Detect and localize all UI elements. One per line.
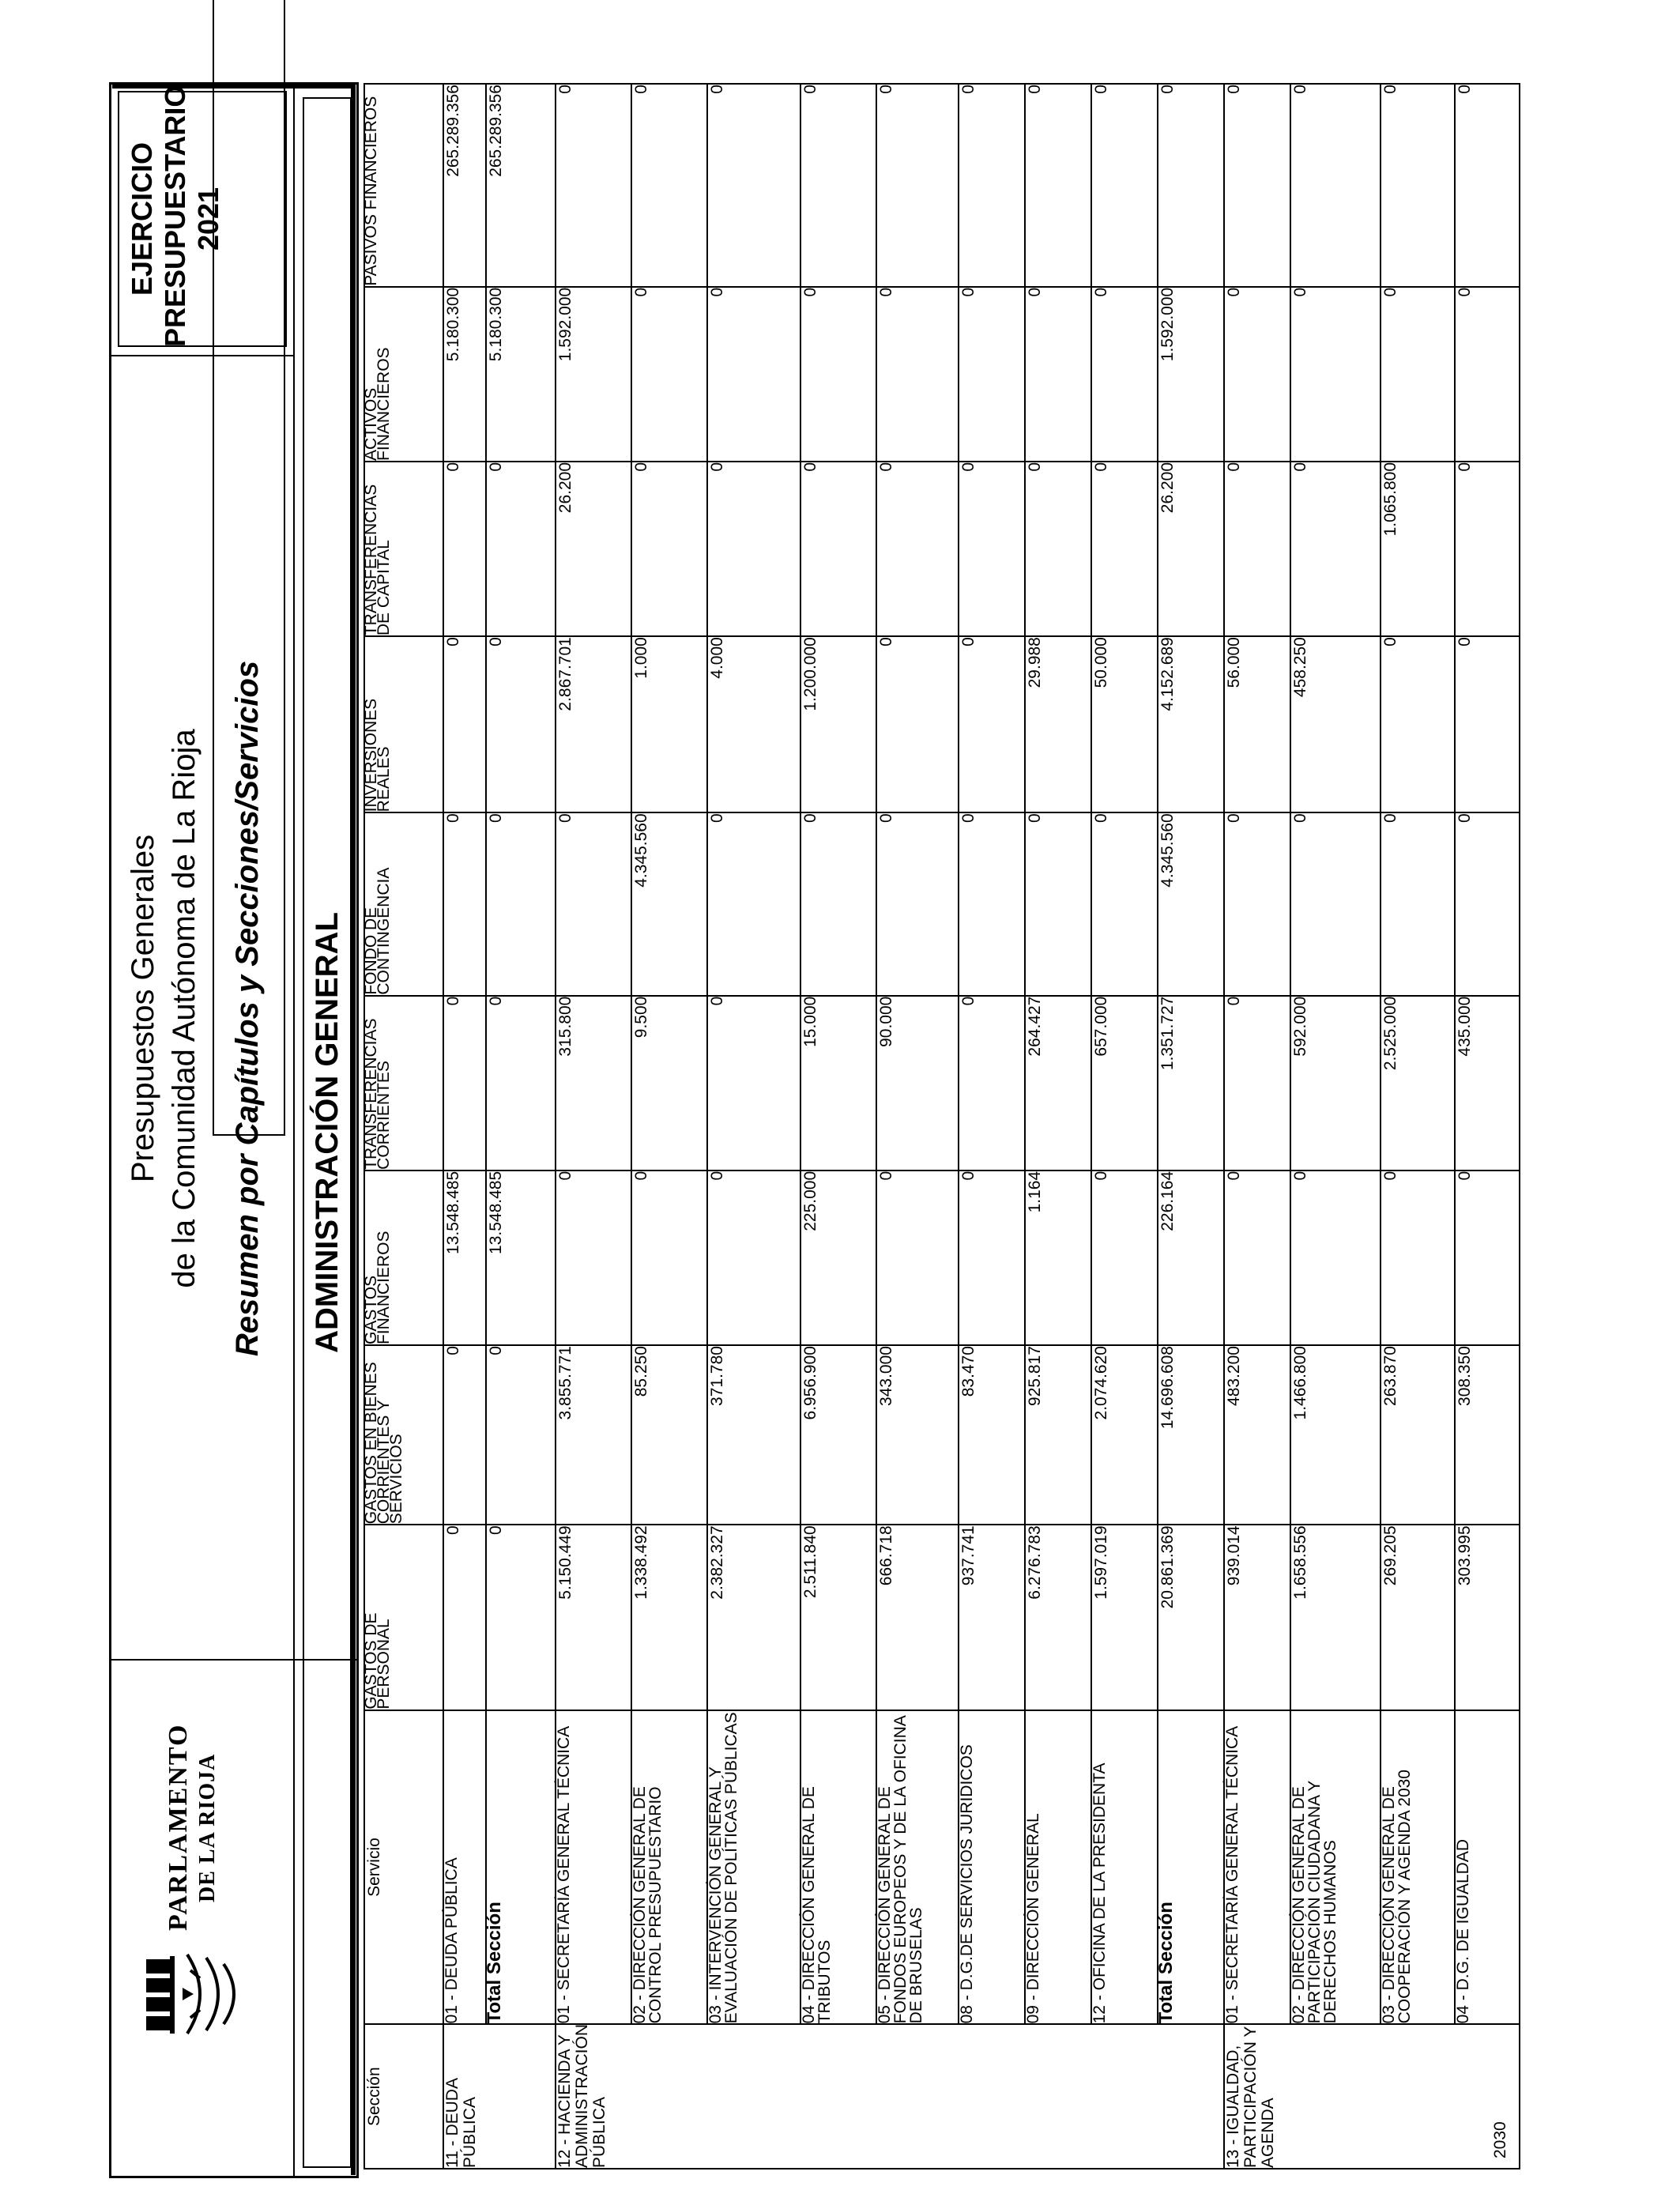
exercise-label-2: PRESUPUESTARIO (159, 85, 191, 347)
amount-cell: 0 (1381, 812, 1455, 995)
amount-cell: 6.956.900 (800, 1345, 876, 1525)
header-gastos-personal: GASTOS DE PERSONAL (364, 1525, 443, 1710)
amount-cell: 592.000 (1290, 996, 1381, 1171)
amount-cell: 939.014 (1224, 1525, 1290, 1710)
amount-cell: 0 (800, 287, 876, 462)
amount-cell: 0 (631, 1171, 707, 1345)
amount-cell: 0 (1025, 84, 1091, 287)
table-row (959, 84, 1025, 2169)
amount-cell: 263.870 (1381, 1345, 1455, 1525)
section-name: 11 - DEUDA PÚBLICA (443, 2079, 479, 2168)
amount-cell: 0 (707, 996, 800, 1171)
amount-cell: 26.200 (1158, 462, 1224, 636)
amount-cell: 0 (631, 84, 707, 287)
servicio-name: 05 - DIRECCIÓN GENERAL DE FONDOS EUROPEOS Y DE LA OFICINA DE BRUSELAS (876, 1710, 959, 2025)
table-header-row (364, 84, 443, 2169)
amount-cell: 3.855.771 (556, 1345, 631, 1525)
table-total-row (1158, 84, 1224, 2169)
page-header (109, 82, 359, 2178)
servicio-name: 04 - D.G. DE IGUALDAD (1455, 1710, 1520, 2025)
header-gastos-bienes: GASTOS EN BIENES CORRIENTES Y SERVICIOS (364, 1345, 443, 1525)
amount-cell: 0 (556, 84, 631, 287)
logo-line-1: PARLAMENTO (164, 1723, 193, 1931)
amount-cell: 85.250 (631, 1345, 707, 1525)
amount-cell: 0 (1290, 812, 1381, 995)
amount-cell: 371.780 (707, 1345, 800, 1525)
amount-cell: 0 (707, 287, 800, 462)
amount-cell: 0 (1224, 996, 1290, 1171)
exercise-year: 2021 (192, 187, 224, 251)
section-heading: ADMINISTRACIÓN GENERAL (303, 97, 352, 2168)
servicio-name: 09 - DIRECCIÓN GENERAL (1025, 1710, 1091, 2025)
amount-cell: 0 (1091, 812, 1158, 995)
amount-cell: 1.597.019 (1091, 1525, 1158, 1710)
amount-cell: 0 (443, 812, 486, 995)
amount-cell: 0 (486, 636, 556, 812)
header-pasivos-financieros: PASIVOS FINANCIEROS (364, 84, 443, 287)
amount-cell: 0 (876, 812, 959, 995)
section-name-continuation: 2030 (1491, 2121, 1509, 2158)
amount-cell: 315.800 (556, 996, 631, 1171)
amount-cell: 0 (1224, 462, 1290, 636)
amount-cell: 265.289.356 (486, 84, 556, 287)
amount-cell: 1.658.556 (1290, 1525, 1381, 1710)
amount-cell: 4.345.560 (631, 812, 707, 995)
amount-cell: 0 (1091, 287, 1158, 462)
amount-cell: 265.289.356 (443, 84, 486, 287)
amount-cell: 0 (556, 1171, 631, 1345)
amount-cell: 0 (443, 996, 486, 1171)
amount-cell: 29.988 (1025, 636, 1091, 812)
amount-cell: 13.548.485 (486, 1171, 556, 1345)
amount-cell: 0 (800, 462, 876, 636)
amount-cell: 13.548.485 (443, 1171, 486, 1345)
servicio-name: 04 - DIRECCIÓN GENERAL DE TRIBUTOS (800, 1710, 876, 2025)
amount-cell: 0 (1455, 462, 1520, 636)
title-block (111, 356, 293, 1661)
amount-cell: 20.861.369 (1158, 1525, 1224, 1710)
amount-cell: 90.000 (876, 996, 959, 1171)
amount-cell: 343.000 (876, 1345, 959, 1525)
document-title-line-1: Presupuestos Generales (126, 834, 160, 1183)
amount-cell: 0 (486, 1345, 556, 1525)
table-row (800, 84, 876, 2169)
amount-cell: 0 (800, 84, 876, 287)
amount-cell: 0 (876, 462, 959, 636)
servicio-name: 03 - DIRECCIÓN GENERAL DE COOPERACIÓN Y AGENDA 2030 (1381, 1710, 1455, 2025)
table-row (1290, 84, 1381, 2169)
servicio-name: 12 - OFICINA DE LA PRESIDENTA (1091, 1710, 1158, 2025)
amount-cell: 2.382.327 (707, 1525, 800, 1710)
header-gastos-financieros: GASTOS FINANCIEROS (364, 1171, 443, 1345)
section-name: 13 - IGUALDAD, PARTICIPACIÓN Y AGENDA (1224, 2026, 1277, 2168)
amount-cell: 0 (1224, 1171, 1290, 1345)
amount-cell: 1.000 (631, 636, 707, 812)
amount-cell: 0 (707, 462, 800, 636)
table-row (631, 84, 707, 2169)
amount-cell: 269.205 (1381, 1525, 1455, 1710)
amount-cell: 56.000 (1224, 636, 1290, 812)
table-row (556, 84, 631, 2169)
servicio-name: 03 - INTERVENCIÓN GENERAL Y EVALUACIÓN DE POLÍTICAS PÚBLICAS (707, 1710, 800, 2025)
amount-cell: 0 (486, 1525, 556, 1710)
amount-cell: 0 (1381, 84, 1455, 287)
amount-cell: 0 (959, 996, 1025, 1171)
amount-cell: 0 (876, 636, 959, 812)
amount-cell: 225.000 (800, 1171, 876, 1345)
amount-cell: 0 (631, 287, 707, 462)
amount-cell: 1.592.000 (1158, 287, 1224, 462)
amount-cell: 0 (1290, 462, 1381, 636)
servicio-name: 01 - DEUDA PÚBLICA (443, 1710, 486, 2025)
table-row (707, 84, 800, 2169)
amount-cell: 0 (1158, 84, 1224, 287)
amount-cell: 15.000 (800, 996, 876, 1171)
exercise-block (111, 83, 293, 356)
amount-cell: 0 (1455, 287, 1520, 462)
amount-cell: 0 (1025, 287, 1091, 462)
amount-cell: 458.250 (1290, 636, 1381, 812)
amount-cell: 0 (486, 812, 556, 995)
amount-cell: 0 (959, 287, 1025, 462)
amount-cell: 0 (800, 812, 876, 995)
amount-cell: 0 (486, 462, 556, 636)
servicio-name: 02 - DIRECCIÓN GENERAL DE CONTROL PRESUPUESTARIO (631, 1710, 707, 2025)
amount-cell: 0 (707, 1171, 800, 1345)
amount-cell: 0 (707, 84, 800, 287)
amount-cell: 14.696.608 (1158, 1345, 1224, 1525)
amount-cell: 83.470 (959, 1345, 1025, 1525)
section-name: 12 - HACIENDA Y ADMINISTRACIÓN PÚBLICA (556, 2023, 608, 2168)
amount-cell: 1.164 (1025, 1171, 1091, 1345)
section-heading-block (293, 85, 358, 2176)
amount-cell: 0 (1224, 287, 1290, 462)
amount-cell: 9.500 (631, 996, 707, 1171)
header-fondo-contingencia: FONDO DE CONTINGENCIA (364, 812, 443, 995)
amount-cell: 0 (443, 1525, 486, 1710)
amount-cell: 308.350 (1455, 1345, 1520, 1525)
amount-cell: 0 (1290, 1171, 1381, 1345)
section-name-cell (1224, 2024, 1520, 2169)
table-row (1455, 84, 1520, 2169)
amount-cell: 0 (1091, 1171, 1158, 1345)
amount-cell: 4.000 (707, 636, 800, 812)
amount-cell: 2.867.701 (556, 636, 631, 812)
amount-cell: 0 (1381, 1171, 1455, 1345)
header-inversiones-reales: INVERSIONES REALES (364, 636, 443, 812)
header-transferencias-capital: TRANSFERENCIAS DE CAPITAL (364, 462, 443, 636)
header-transferencias-corrientes: TRANSFERENCIAS CORRIENTES (364, 996, 443, 1171)
section-name-cell (443, 2024, 556, 2169)
amount-cell: 0 (959, 636, 1025, 812)
amount-cell: 0 (1224, 84, 1290, 287)
amount-cell: 4.345.560 (1158, 812, 1224, 995)
table-row (1091, 84, 1158, 2169)
amount-cell: 925.817 (1025, 1345, 1091, 1525)
header-seccion: Sección (364, 2024, 443, 2169)
total-label: Total Sección (1158, 1710, 1224, 2025)
amount-cell: 0 (1290, 287, 1381, 462)
table-row (443, 84, 486, 2169)
amount-cell: 666.718 (876, 1525, 959, 1710)
amount-cell: 0 (1455, 84, 1520, 287)
amount-cell: 2.525.000 (1381, 996, 1455, 1171)
header-servicio: Servicio (364, 1710, 443, 2025)
servicio-name: 02 - DIRECCIÓN GENERAL DE PARTICIPACIÓN CIUDADANA Y DERECHOS HUMANOS (1290, 1710, 1381, 2025)
amount-cell: 0 (556, 812, 631, 995)
amount-cell: 0 (1455, 812, 1520, 995)
amount-cell: 5.180.300 (486, 287, 556, 462)
amount-cell: 435.000 (1455, 996, 1520, 1171)
section-name-cell (556, 2024, 1224, 2169)
amount-cell: 1.466.800 (1290, 1345, 1381, 1525)
table-row (1224, 84, 1290, 2169)
amount-cell: 0 (631, 462, 707, 636)
budget-table (363, 83, 1520, 2169)
amount-cell: 0 (1455, 1171, 1520, 1345)
exercise-label: EJERCICIO (126, 141, 158, 296)
table-row (1025, 84, 1091, 2169)
amount-cell: 264.427 (1025, 996, 1091, 1171)
amount-cell: 0 (876, 84, 959, 287)
amount-cell: 0 (959, 84, 1025, 287)
parliament-logo-icon (141, 1947, 252, 2041)
table-row (876, 84, 959, 2169)
servicio-name: 01 - SECRETARÍA GENERAL TÉCNICA (1224, 1710, 1290, 2025)
amount-cell: 0 (876, 1171, 959, 1345)
amount-cell: 0 (1025, 462, 1091, 636)
amount-cell: 657.000 (1091, 996, 1158, 1171)
amount-cell: 1.065.800 (1381, 462, 1455, 636)
amount-cell: 0 (443, 462, 486, 636)
table-total-row (486, 84, 556, 2169)
amount-cell: 26.200 (556, 462, 631, 636)
amount-cell: 6.276.783 (1025, 1525, 1091, 1710)
amount-cell: 0 (1381, 636, 1455, 812)
amount-cell: 0 (1290, 84, 1381, 287)
document-title-line-2: de la Comunidad Autónoma de La Rioja (167, 729, 202, 1288)
amount-cell: 0 (876, 287, 959, 462)
amount-cell: 0 (959, 812, 1025, 995)
amount-cell: 0 (443, 1345, 486, 1525)
amount-cell: 0 (486, 996, 556, 1171)
amount-cell: 483.200 (1224, 1345, 1290, 1525)
amount-cell: 50.000 (1091, 636, 1158, 812)
amount-cell: 4.152.689 (1158, 636, 1224, 812)
amount-cell: 937.741 (959, 1525, 1025, 1710)
amount-cell: 226.164 (1158, 1171, 1224, 1345)
servicio-name: 01 - SECRETARÍA GENERAL TÉCNICA (556, 1710, 631, 2025)
amount-cell: 0 (1455, 636, 1520, 812)
document-subtitle: Resumen por Capítulos y Secciones/Servicios (230, 660, 265, 1357)
amount-cell: 0 (1224, 812, 1290, 995)
amount-cell: 1.351.727 (1158, 996, 1224, 1171)
amount-cell: 0 (1381, 287, 1455, 462)
amount-cell: 303.995 (1455, 1525, 1520, 1710)
amount-cell: 0 (1091, 462, 1158, 636)
total-label: Total Sección (486, 1710, 556, 2025)
amount-cell: 0 (707, 812, 800, 995)
servicio-name: 08 - D.G.DE SERVICIOS JURIDICOS (959, 1710, 1025, 2025)
header-activos-financieros: ACTIVOS FINANCIEROS (364, 287, 443, 462)
amount-cell: 1.592.000 (556, 287, 631, 462)
amount-cell: 0 (1091, 84, 1158, 287)
table-row (1381, 84, 1455, 2169)
amount-cell: 1.338.492 (631, 1525, 707, 1710)
table-body (443, 84, 1520, 2169)
amount-cell: 5.150.449 (556, 1525, 631, 1710)
amount-cell: 0 (1025, 812, 1091, 995)
amount-cell: 0 (959, 462, 1025, 636)
amount-cell: 5.180.300 (443, 287, 486, 462)
amount-cell: 2.074.620 (1091, 1345, 1158, 1525)
amount-cell: 1.200.000 (800, 636, 876, 812)
logo-line-2: DE LA RIOJA (195, 1753, 220, 1902)
amount-cell: 0 (443, 636, 486, 812)
amount-cell: 2.511.840 (800, 1525, 876, 1710)
amount-cell: 0 (959, 1171, 1025, 1345)
